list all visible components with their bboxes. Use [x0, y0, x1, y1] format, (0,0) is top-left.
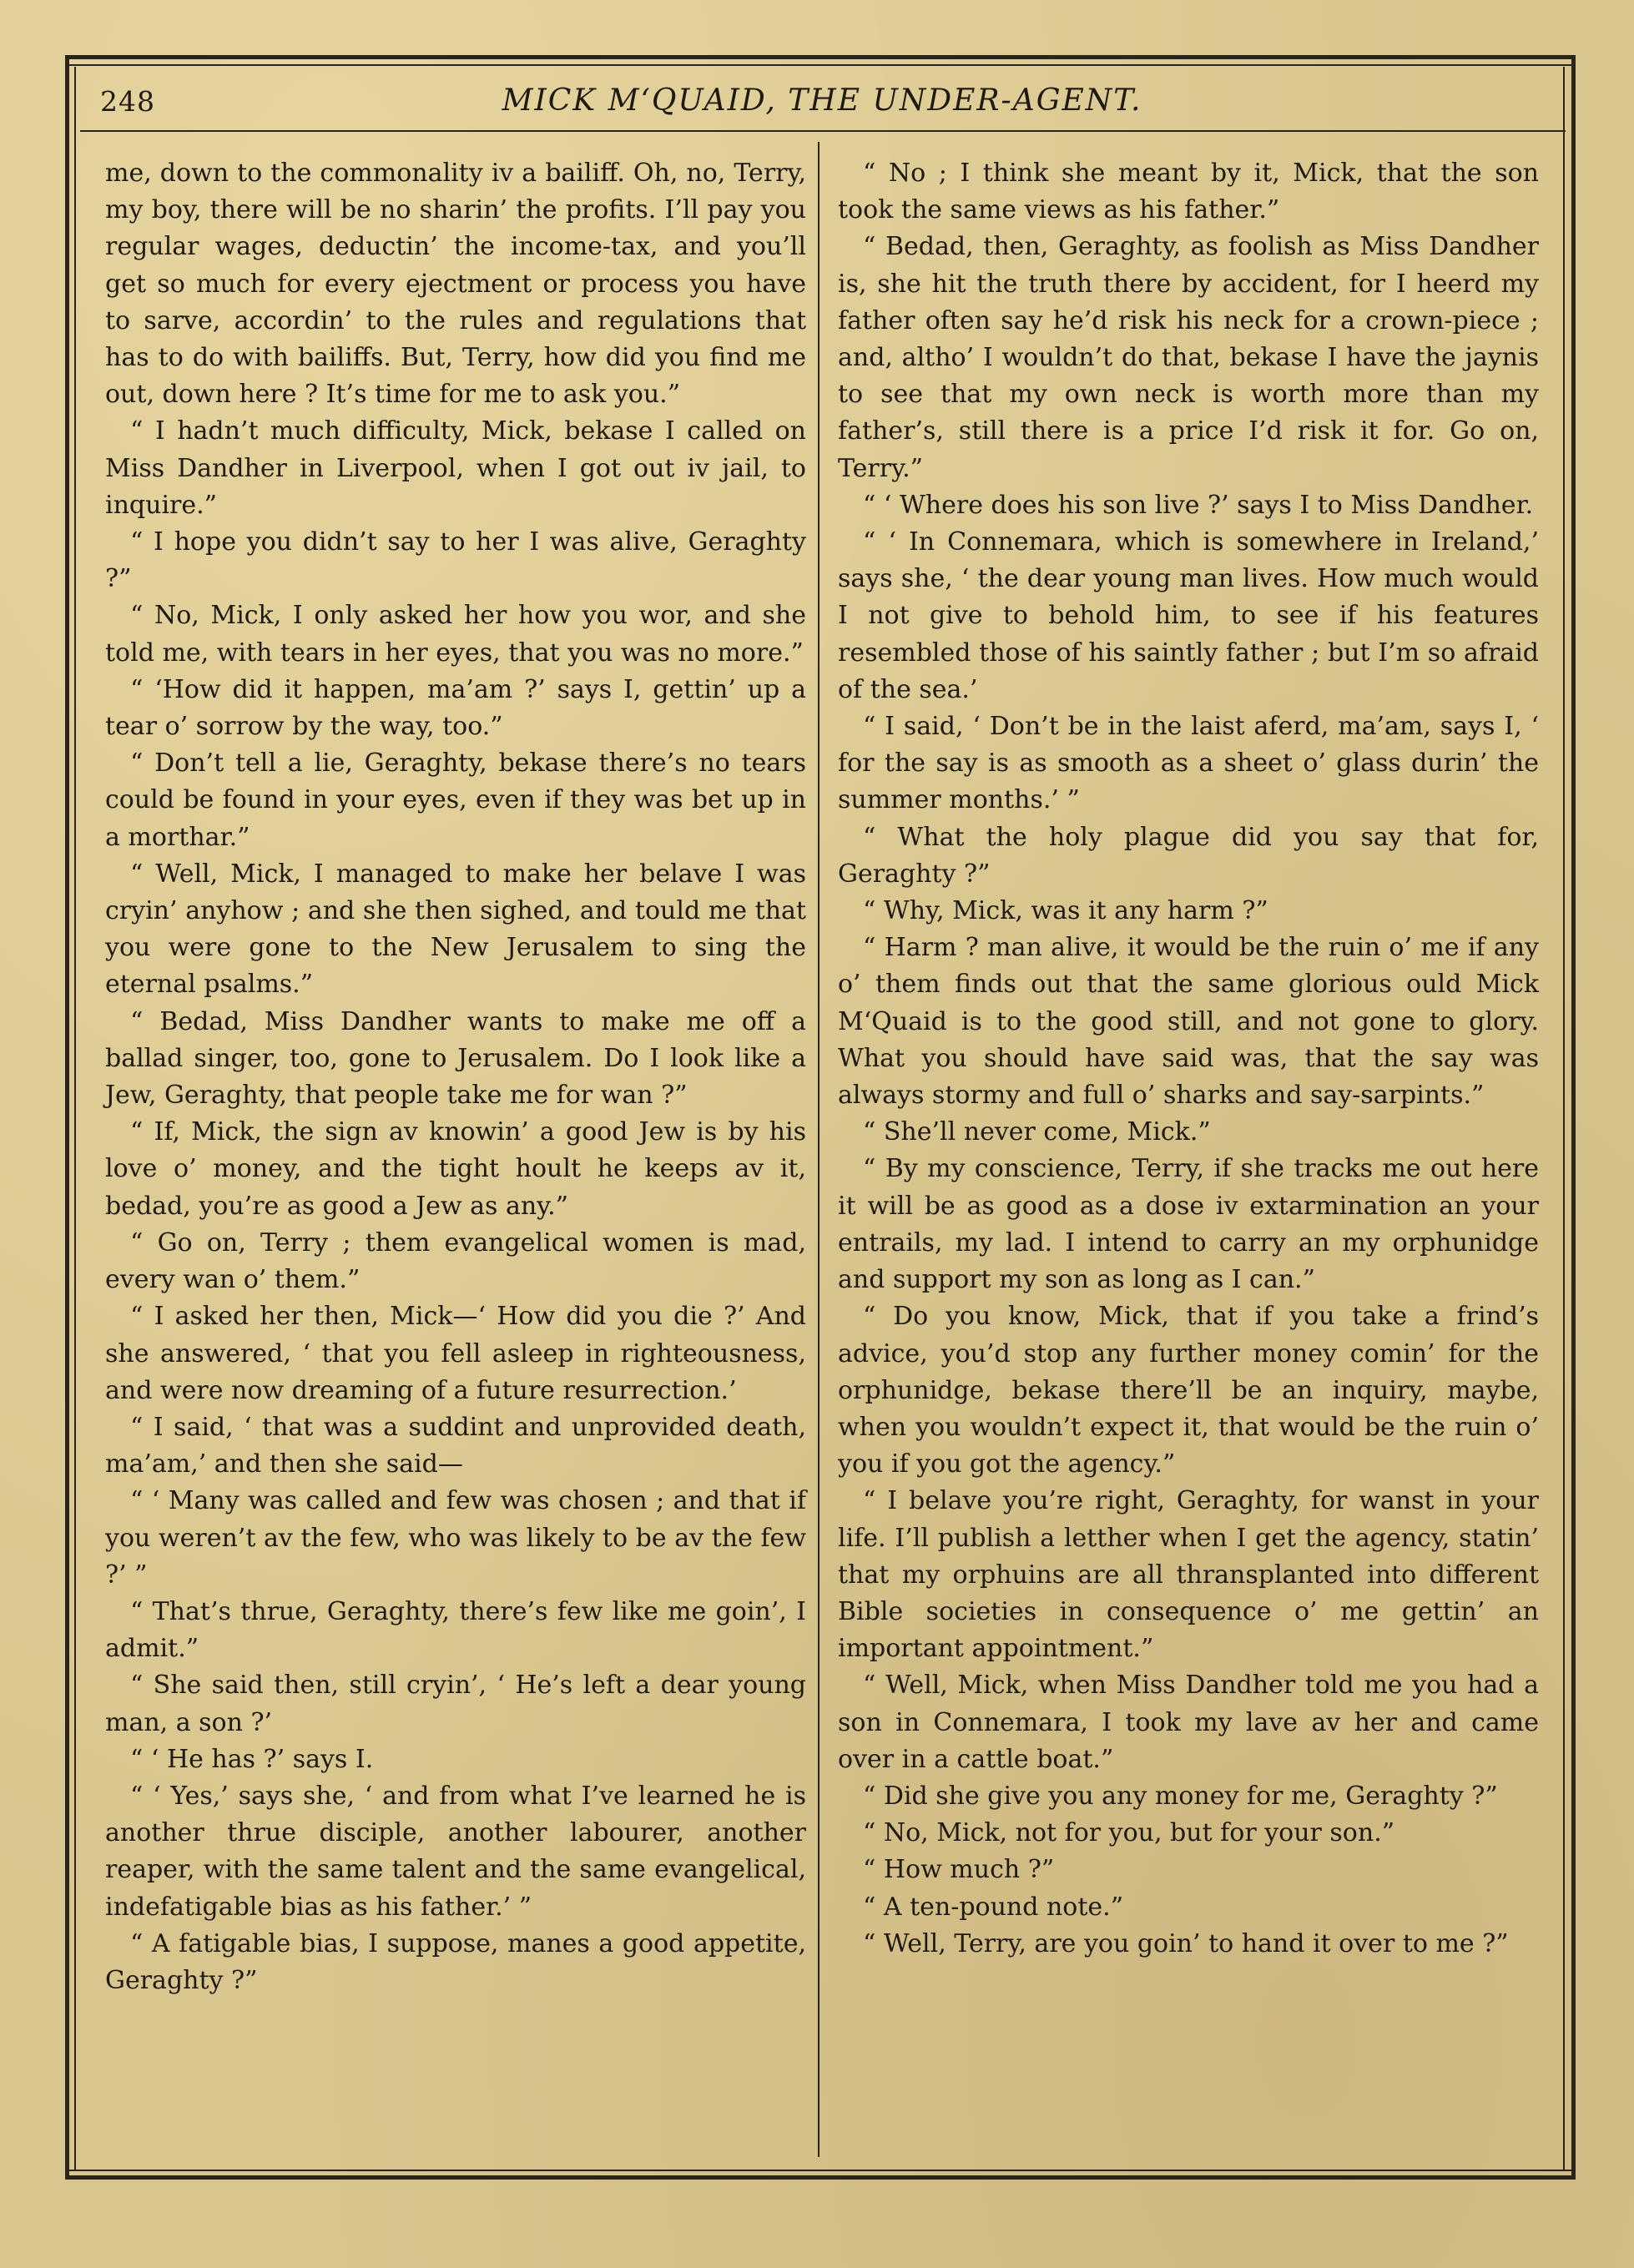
right-border-thick [1571, 55, 1576, 2180]
bottom-border-thick [65, 2175, 1576, 2180]
paragraph: “ By my conscience, Terry, if she tracks me out here it will be as good as a dose iv extarmination an your entrails, my lad. I intend to carry an my orphunidge and support my son as long as I can.” [838, 1154, 1539, 1295]
paragraph: “ ‘ In Connemara, which is somewhere in Ireland,’ says she, ‘ the dear young man lives. How much would I not give to behold him, to see if his features resembled those of his saintly father ; but I’m so afraid of the sea.’ [838, 527, 1539, 704]
paragraph: “ She’ll never come, Mick.” [863, 1117, 1211, 1147]
bottom-border-thin [65, 2170, 1576, 2171]
left-text-column [105, 155, 806, 1999]
paragraph: me, down to the commonality iv a bailiff. Oh, no, Terry, my boy, there will be no sharin’ the profits. I’ll pay you regular wages, deductin’ the income-tax, and you’ll get so much for every ejectment or process you have to sarve, accordin’ to the rules and regulations that has to do with bailiffs. But, Terry, how did you find me out, down here ? It’s time for me to ask you.” [105, 159, 806, 410]
right-text-column [838, 155, 1539, 1963]
paragraph: “ I asked her then, Mick—‘ How did you die ?’ And she answered, ‘ that you fell asleep in righteousness, and were now dreaming of a future resurrection.’ [105, 1302, 806, 1405]
top-border-thick [65, 55, 1576, 59]
paragraph: “ I belave you’re right, Geraghty, for wanst in your life. I’ll publish a letther when I get the agency, statin’ that my orphuins are all thransplanted into different Bible societies in consequence o’ me gettin’ an important appointment.” [838, 1486, 1539, 1664]
paragraph: “ ‘ Yes,’ says she, ‘ and from what I’ve learned he is another thrue disciple, another labourer, another reaper, with the same talent and the same evangelical, indefatigable bias as his father.’ ” [105, 1781, 806, 1922]
paragraph: “ What the holy plague did you say that for, Geraghty ?” [838, 822, 1539, 889]
paragraph: “ That’s thrue, Geraghty, there’s few like me goin’, I admit.” [105, 1596, 806, 1664]
paragraph: “ ‘ He has ?’ says I. [130, 1744, 374, 1774]
paragraph: “ She said then, still cryin’, ‘ He’s left a dear young man, a son ?’ [105, 1671, 806, 1737]
paragraph: “ Well, Mick, I managed to make her belave I was cryin’ anyhow ; and she then sighed, and tould me that you were gone to the New Jerusalem to sing the eternal psalms.” [105, 859, 806, 1000]
paragraph: “ If, Mick, the sign av knowin’ a good Jew is by his love o’ money, and the tight hoult he keeps av it, bedad, you’re as good a Jew as any.” [105, 1117, 806, 1221]
paragraph: “ I said, ‘ Don’t be in the laist aferd, ma’am, says I, ‘ for the say is as smooth as a sheet o’ glass durin’ the summer months.’ ” [838, 712, 1539, 815]
paragraph: “ How much ?” [863, 1855, 1055, 1885]
paragraph: “ ‘ Where does his son live ?’ says I to Miss Dandher. [863, 490, 1534, 520]
paragraph: “ I hope you didn’t say to her I was alive, Geraghty ?” [105, 527, 806, 594]
right-border-thin [1563, 67, 1565, 2171]
paragraph: “ Did she give you any money for me, Geraghty ?” [863, 1781, 1498, 1811]
header-rule [80, 130, 1566, 132]
running-title: MICK M‘QUAID, THE UNDER-AGENT. [502, 83, 1142, 118]
paragraph: “ No, Mick, I only asked her how you wor, and she told me, with tears in her eyes, that you was no more.” [105, 601, 806, 668]
paragraph: “ Do you know, Mick, that if you take a frind’s advice, you’d stop any further money comin’ for the orphunidge, bekase there’ll be an inquiry, maybe, when you wouldn’t expect it, that would be the ruin o’ you if you got the agency.” [838, 1302, 1539, 1479]
paragraph: “ A fatigable bias, I suppose, manes a good appetite, Geraghty ?” [105, 1928, 806, 1995]
paragraph: “ I said, ‘ that was a suddint and unprovided death, ma’am,’ and then she said— [105, 1412, 806, 1479]
paragraph: “ I hadn’t much difficulty, Mick, bekase I called on Miss Dandher in Liverpool, when I got out iv jail, to inquire.” [105, 416, 806, 520]
paragraph: “ Well, Mick, when Miss Dandher told me you had a son in Connemara, I took my lave av her and came over in a cattle boat.” [838, 1671, 1539, 1774]
left-border-thick [65, 55, 69, 2180]
paragraph: “ Harm ? man alive, it would be the ruin o’ me if any o’ them finds out that the same glorious ould Mick M‘Quaid is to the good still, and not gone to glory. What you should have said was, that the say was always stormy and full o’ sharks and say-sarpints.” [838, 933, 1539, 1111]
page-header [92, 82, 1552, 123]
paragraph: “ Well, Terry, are you goin’ to hand it over to me ?” [863, 1928, 1509, 1958]
paragraph: “ Bedad, then, Geraghty, as foolish as Miss Dandher is, she hit the truth there by accident, for I heerd my father often say he’d risk his neck for a crown-piece ; and, altho’ I wouldn’t do that, bekase I have the jaynis to see that my own neck is worth more than my father’s, still there is a price I’d risk it for. Go on, Terry.” [838, 232, 1539, 483]
top-border-thin [65, 64, 1576, 66]
paragraph: “ Why, Mick, was it any harm ?” [863, 896, 1268, 926]
paragraph: “ A ten-pound note.” [863, 1892, 1124, 1922]
page-number: 248 [100, 85, 155, 118]
paragraph: “ ‘ Many was called and few was chosen ; and that if you weren’t av the few, who was likely to be av the few ?’ ” [105, 1486, 806, 1590]
column-divider [818, 142, 820, 2157]
paragraph: “ No ; I think she meant by it, Mick, that the son took the same views as his father.” [838, 159, 1539, 225]
paragraph: “ Bedad, Miss Dandher wants to make me off a ballad singer, too, gone to Jerusalem. Do I look like a Jew, Geraghty, that people take me for wan ?” [105, 1006, 806, 1111]
paragraph: “ Go on, Terry ; them evangelical women is mad, every wan o’ them.” [105, 1227, 806, 1295]
paragraph: “ Don’t tell a lie, Geraghty, bekase there’s no tears could be found in your eyes, even if they was bet up in a morthar.” [105, 748, 806, 852]
paragraph: “ ‘How did it happen, ma’am ?’ says I, gettin’ up a tear o’ sorrow by the way, too.” [105, 674, 806, 742]
paragraph: “ No, Mick, not for you, but for your son.” [863, 1818, 1395, 1848]
left-border-thin [74, 67, 76, 2171]
